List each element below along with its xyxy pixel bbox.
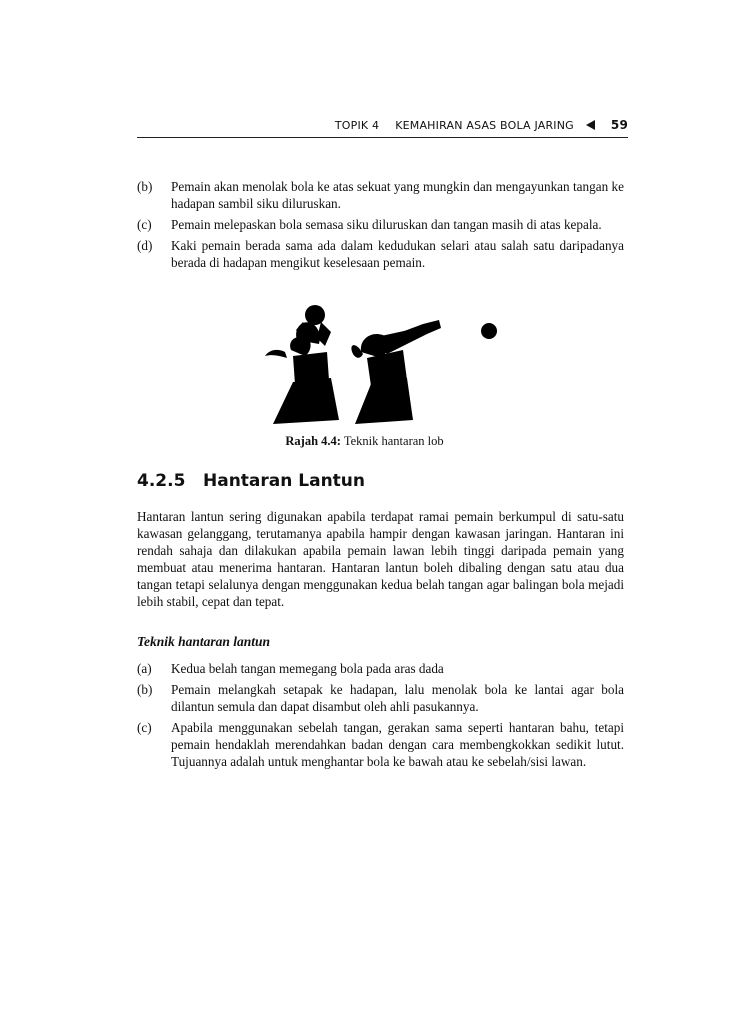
player-silhouette-1 bbox=[265, 305, 339, 424]
caption-label: Rajah 4.4: bbox=[285, 434, 341, 448]
list-item bbox=[137, 660, 624, 677]
list-item-text: Pemain melangkah setapak ke hadapan, lalu menolak bola ke lantai agar bola dilantun semula dan dapat disambut oleh ahli pasukannya. bbox=[171, 682, 624, 714]
list-item-text: Kedua belah tangan memegang bola pada aras dada bbox=[171, 661, 444, 676]
subheading: Teknik hantaran lantun bbox=[137, 634, 271, 649]
list-item-text: Apabila menggunakan sebelah tangan, gerakan sama seperti hantaran bahu, tetapi pemain hendaklah merendahkan badan dengan cara membengkokkan sedikit lutut. Tujuannya adalah untuk menghantar bola ke bawah atau ke sebelah/sisi lawan. bbox=[171, 720, 624, 769]
header-title: KEMAHIRAN ASAS BOLA JARING bbox=[395, 118, 574, 132]
section-number: 4.2.5 bbox=[137, 471, 186, 491]
running-header bbox=[137, 117, 628, 138]
caption-text: Teknik hantaran lob bbox=[340, 434, 444, 448]
list-item bbox=[137, 681, 624, 715]
list-item-label: (c) bbox=[137, 217, 152, 232]
list-item-text: Pemain melepaskan bola semasa siku diluruskan dan tangan masih di atas kepala. bbox=[171, 217, 602, 232]
section-title: Hantaran Lantun bbox=[203, 471, 366, 491]
player-silhouette-2 bbox=[351, 320, 441, 424]
body-paragraph: Hantaran lantun sering digunakan apabila terdapat ramai pemain berkumpul di satu-satu kawasan gelanggang, terutamanya apabila hampir dengan kawasan jaringan. Hantaran ini rendah sahaja dan dilakukan apabila pemain lawan lebih tinggi daripada pemain yang membuat atau menerima hantaran. Hantaran lantun boleh dibaling dengan satu atau dua tangan tetapi selalunya dengan menggunakan kedua belah tangan agar balingan bola mejadi lebih stabil, cepat dan tepat. bbox=[137, 509, 624, 609]
netball-icon bbox=[481, 323, 497, 339]
list-item-label: (d) bbox=[137, 238, 153, 253]
list-item-label: (b) bbox=[137, 682, 153, 697]
list-item bbox=[137, 216, 624, 233]
page-number: 59 bbox=[610, 118, 628, 132]
list-item bbox=[137, 237, 624, 271]
list-item-text: Pemain akan menolak bola ke atas sekuat yang mungkin dan mengayunkan tangan ke hadapan sambil siku diluruskan. bbox=[171, 179, 624, 211]
step-list-top bbox=[137, 178, 624, 275]
header-topic: TOPIK 4 bbox=[334, 118, 380, 132]
step-list-bottom bbox=[137, 660, 624, 774]
list-item bbox=[137, 178, 624, 212]
section-heading bbox=[137, 471, 365, 491]
list-item-label: (b) bbox=[137, 179, 153, 194]
header-text bbox=[335, 118, 628, 132]
list-item-label: (c) bbox=[137, 720, 152, 735]
figure-caption bbox=[0, 434, 729, 449]
left-triangle-icon bbox=[586, 120, 595, 130]
list-item-label: (a) bbox=[137, 661, 152, 676]
list-item-text: Kaki pemain berada sama ada dalam kedudukan selari atau salah satu daripadanya berada di hadapan mengikut keselesaan pemain. bbox=[171, 238, 624, 270]
lob-pass-illustration bbox=[263, 302, 503, 428]
list-item bbox=[137, 719, 624, 770]
